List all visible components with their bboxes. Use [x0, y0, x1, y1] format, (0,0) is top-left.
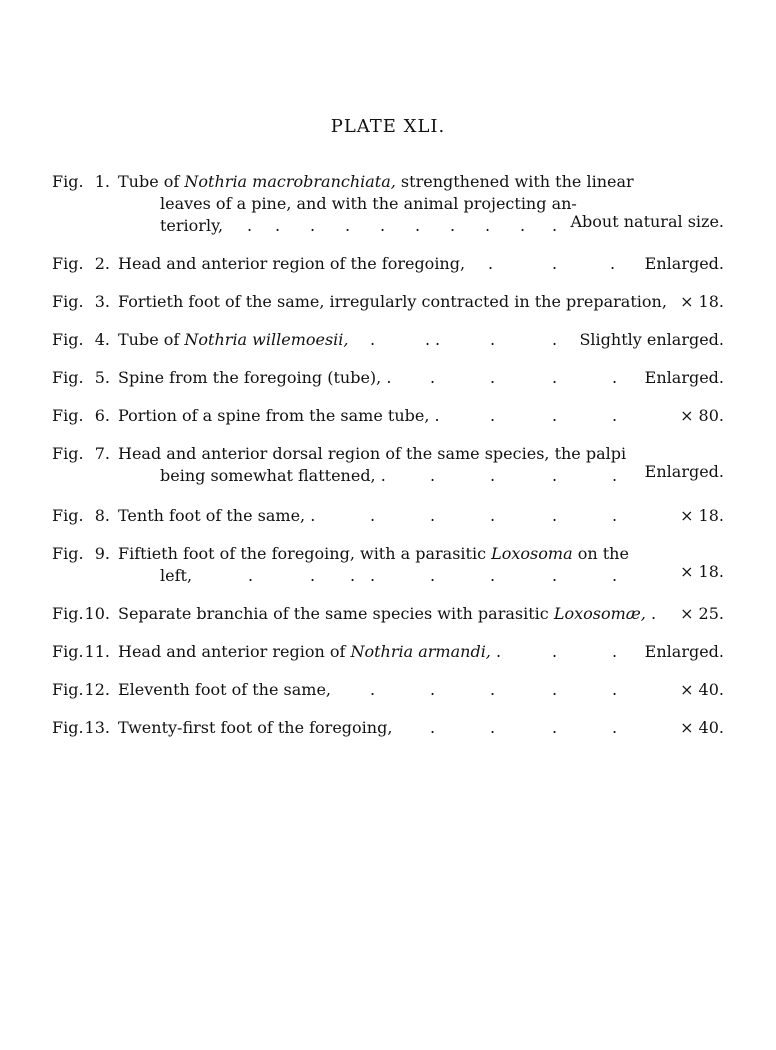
fig-number: 5.	[94, 368, 110, 387]
fig-description: Twenty-first foot of the foregoing,	[118, 718, 393, 737]
fig-label: Fig.	[52, 718, 84, 737]
fig-label: Fig.	[52, 406, 84, 425]
fig-number: 7.	[94, 444, 110, 463]
fig-number: 13.	[84, 718, 110, 737]
fig-label: Fig.	[52, 680, 84, 699]
magnification: × 18.	[680, 562, 724, 581]
fig-label: Fig.	[52, 292, 84, 311]
fig-label: Fig.	[52, 330, 84, 349]
fig-description: Tube of Nothria macrobranchiata, strengthened with the linear	[118, 172, 634, 191]
magnification: Enlarged.	[644, 254, 724, 273]
leader-dots: . . . .	[430, 466, 618, 485]
magnification: × 40.	[680, 718, 724, 737]
fig-number: 9.	[94, 544, 110, 563]
magnification: Enlarged.	[644, 368, 724, 387]
magnification: Slightly enlarged.	[579, 330, 724, 349]
fig-number: 6.	[94, 406, 110, 425]
fig-number: 10.	[84, 604, 110, 623]
fig-description: Head and anterior region of Nothria armandi, .	[118, 642, 502, 661]
fig-description: Spine from the foregoing (tube), .	[118, 368, 392, 387]
magnification: × 80.	[680, 406, 724, 425]
fig-description-continued: being somewhat flattened, .	[160, 466, 386, 485]
fig-description: Tube of Nothria willemoesii,	[118, 330, 349, 349]
fig-label: Fig.	[52, 642, 84, 661]
leader-dots: . .	[552, 642, 618, 661]
fig-number: 3.	[94, 292, 110, 311]
fig-number: 11.	[84, 642, 110, 661]
fig-number: 4.	[94, 330, 110, 349]
fig-label: Fig.	[52, 506, 84, 525]
magnification: × 18.	[680, 506, 724, 525]
leader-dots: . . . . .	[370, 330, 558, 349]
fig-number: 2.	[94, 254, 110, 273]
magnification: × 40.	[680, 680, 724, 699]
leader-dots: . . . . . . . .	[248, 566, 618, 585]
plate-title: PLATE XLI.	[330, 116, 446, 137]
leader-dots: . . . . .	[370, 506, 618, 525]
magnification: About natural size.	[570, 212, 724, 231]
fig-description-continued: teriorly,	[160, 216, 224, 235]
fig-description: Separate branchia of the same species with parasitic Loxosomæ, .	[118, 604, 657, 623]
fig-number: 8.	[94, 506, 110, 525]
fig-description-continued: leaves of a pine, and with the animal projecting an-	[160, 194, 577, 213]
fig-description: Fiftieth foot of the foregoing, with a parasitic Loxosoma on the	[118, 544, 629, 563]
fig-label: Fig.	[52, 444, 84, 463]
fig-label: Fig.	[52, 172, 84, 191]
fig-description: Eleventh foot of the same,	[118, 680, 332, 699]
leader-dots: . . . . .	[370, 680, 618, 699]
magnification: × 18.	[680, 292, 724, 311]
leader-dots: . . . .	[430, 718, 618, 737]
fig-label: Fig.	[52, 368, 84, 387]
magnification: × 25.	[680, 604, 724, 623]
fig-description: Head and anterior dorsal region of the same species, the palpi	[118, 444, 627, 463]
fig-description: Head and anterior region of the foregoing,	[118, 254, 466, 273]
leader-dots: . . . .	[430, 368, 618, 387]
fig-number: 12.	[84, 680, 110, 699]
fig-description: Tenth foot of the same, .	[118, 506, 316, 525]
fig-label: Fig.	[52, 544, 84, 563]
leader-dots: . . .	[490, 406, 618, 425]
fig-description-continued: left,	[160, 566, 193, 585]
fig-description: Fortieth foot of the same, irregularly contracted in the preparation,	[118, 292, 667, 311]
fig-description: Portion of a spine from the same tube, .	[118, 406, 440, 425]
fig-label: Fig.	[52, 254, 84, 273]
magnification: Enlarged.	[644, 462, 724, 481]
leader-dots: . . .	[488, 254, 616, 273]
fig-label: Fig.	[52, 604, 84, 623]
fig-number: 1.	[94, 172, 110, 191]
leader-dots: . . . . . . . . . .	[247, 216, 558, 235]
magnification: Enlarged.	[644, 642, 724, 661]
